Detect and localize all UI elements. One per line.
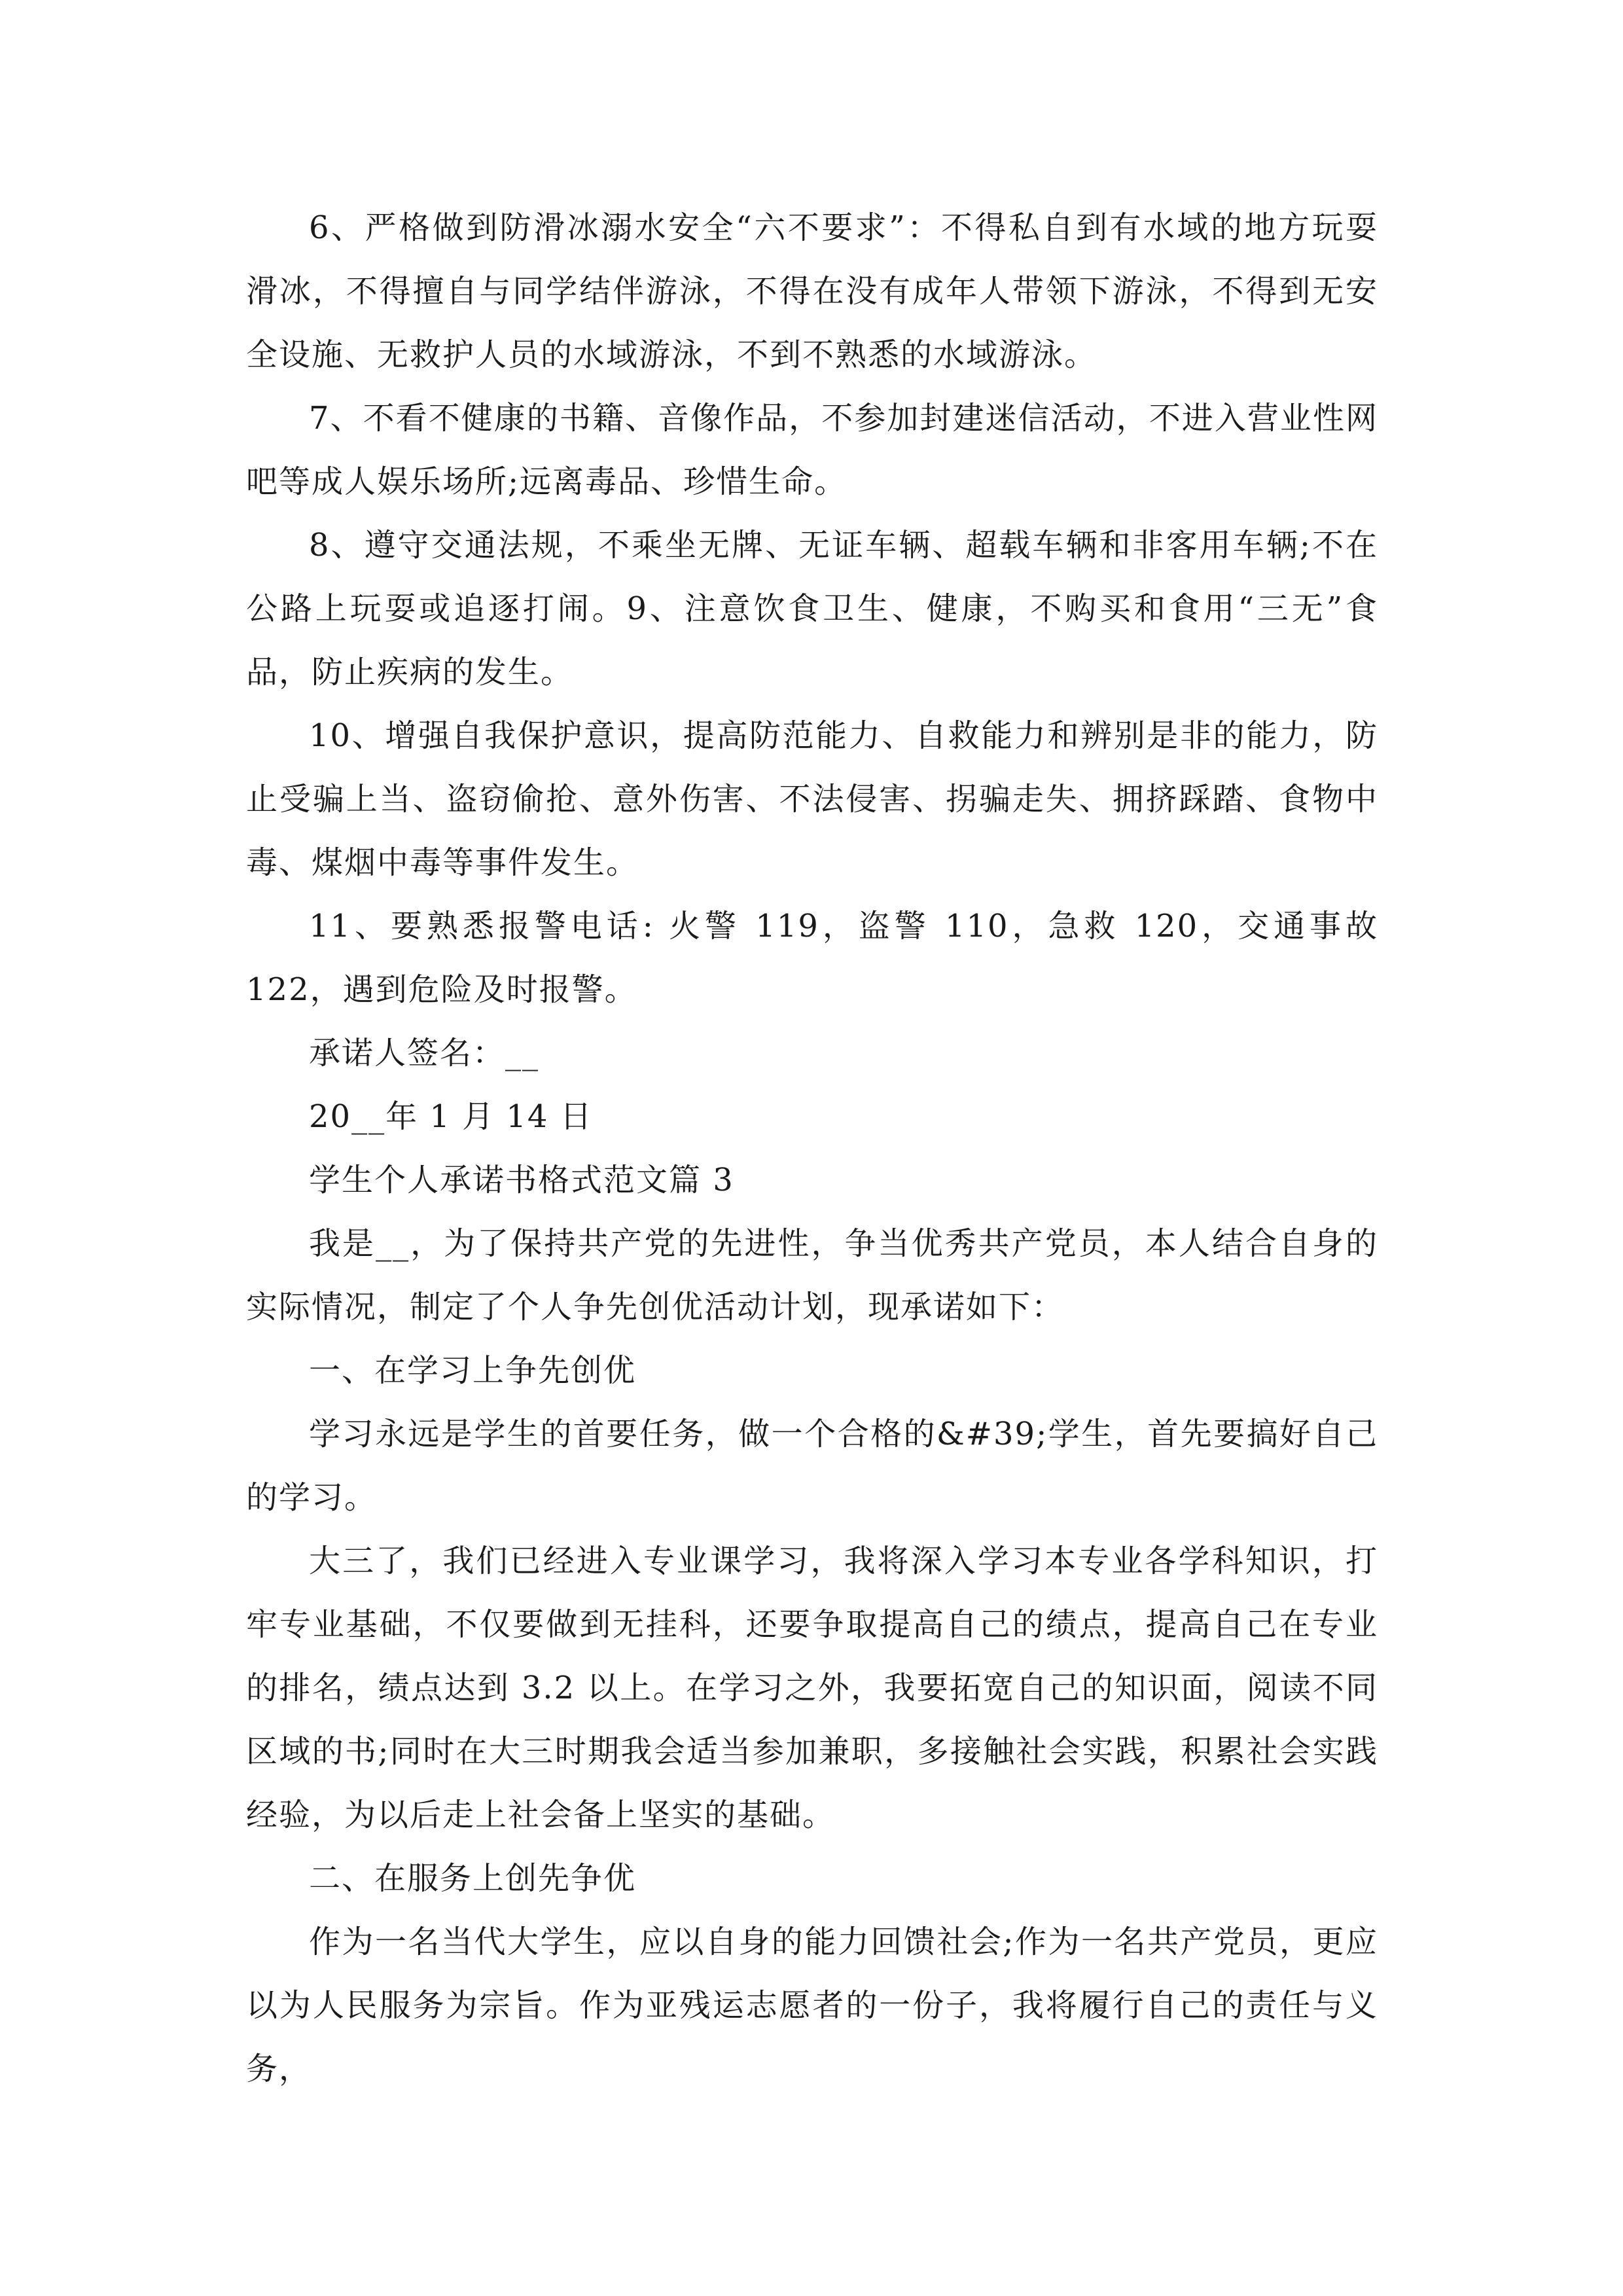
document-body <box>246 196 1378 2101</box>
paragraph-item-10: 10、增强自我保护意识，提高防范能力、自救能力和辨别是非的能力，防止受骗上当、盗窃偷抢、意外伤害、不法侵害、拐骗走失、拥挤踩踏、食物中毒、煤烟中毒等事件发生。 <box>246 717 1378 881</box>
signature-line: 承诺人签名：__ <box>309 1035 540 1071</box>
study-paragraph-1: 学习永远是学生的首要任务，做一个合格的&#39;学生，首先要搞好自己的学习。 <box>246 1416 1378 1516</box>
paragraph-item-11: 11、要熟悉报警电话: 火警 119，盗警 110，急救 120，交通事故 122，遇到危险及时报警。 <box>246 908 1378 1008</box>
paragraph-item-8-9: 8、遵守交通法规，不乘坐无牌、无证车辆、超载车辆和非客用车辆;不在公路上玩耍或追逐打闹。9、注意饮食卫生、健康，不购买和食用“三无”食品，防止疾病的发生。 <box>246 527 1378 691</box>
service-paragraph: 作为一名当代大学生，应以自身的能力回馈社会;作为一名共产党员，更应以为人民服务为宗旨。作为亚残运志愿者的一份子，我将履行自己的责任与义务， <box>246 1924 1378 2087</box>
date-line: 20__年 1 月 14 日 <box>309 1098 593 1135</box>
heading-study: 一、在学习上争先创优 <box>309 1352 637 1389</box>
paragraph-item-6: 6、严格做到防滑冰溺水安全“六不要求”：不得私自到有水域的地方玩耍滑冰，不得擅自与同学结伴游泳，不得在没有成年人带领下游泳，不得到无安全设施、无救护人员的水域游泳，不到不熟悉的水域游泳。 <box>246 209 1378 373</box>
study-paragraph-2: 大三了，我们已经进入专业课学习，我将深入学习本专业各学科知识，打牢专业基础，不仅要做到无挂科，还要争取提高自己的绩点，提高自己在专业的排名，绩点达到 3.2 以上。在学习之外，我要拓宽自己的知识面，阅读不同区域的书;同时在大三时期我会适当参加兼职，多接触社会实践，积累社会实践经验，为以后走上社会备上坚实的基础。 <box>246 1543 1378 1833</box>
heading-service: 二、在服务上创先争优 <box>309 1860 637 1897</box>
paragraph-item-7: 7、不看不健康的书籍、音像作品，不参加封建迷信活动，不进入营业性网吧等成人娱乐场所;远离毒品、珍惜生命。 <box>246 400 1378 500</box>
intro-paragraph: 我是__，为了保持共产党的先进性，争当优秀共产党员，本人结合自身的实际情况，制定了个人争先创优活动计划，现承诺如下： <box>246 1225 1378 1325</box>
section-title: 学生个人承诺书格式范文篇 3 <box>309 1162 734 1198</box>
